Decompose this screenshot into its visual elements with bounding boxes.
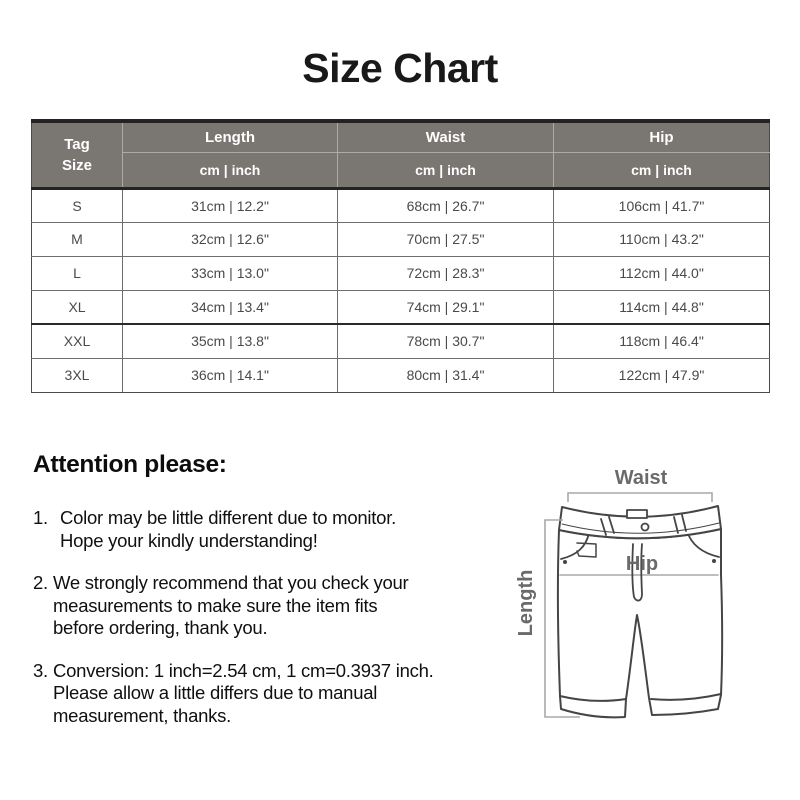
cell-length: 35cm | 13.8" — [123, 324, 338, 358]
note-line: Hope your kindly understanding! — [60, 529, 318, 551]
unit-header-waist: cm | inch — [338, 152, 554, 188]
cell-hip: 114cm | 44.8" — [554, 290, 770, 324]
cell-size: XL — [32, 290, 123, 324]
size-table-header — [32, 121, 770, 188]
cell-waist: 80cm | 31.4" — [338, 358, 554, 392]
attention-section — [33, 451, 503, 747]
note-line: Conversion: 1 inch=2.54 cm, 1 cm=0.3937 inch. — [53, 659, 434, 681]
page-title: Size Chart — [302, 45, 498, 91]
col-header-tag-size — [32, 121, 123, 188]
cell-length: 32cm | 12.6" — [123, 222, 338, 256]
waist-label: Waist — [614, 467, 668, 489]
cell-size: L — [32, 256, 123, 290]
cell-waist: 72cm | 28.3" — [338, 256, 554, 290]
cell-waist: 68cm | 26.7" — [338, 188, 554, 222]
unit-header-length: cm | inch — [123, 152, 338, 188]
table-row-s — [32, 188, 770, 222]
cell-waist: 74cm | 29.1" — [338, 290, 554, 324]
cell-length: 34cm | 13.4" — [123, 290, 338, 324]
note-number: 2. — [33, 572, 48, 593]
col-header-length: Length — [123, 121, 338, 152]
waist-measure-bracket — [568, 493, 712, 502]
size-table — [31, 119, 770, 393]
note-text — [60, 507, 503, 552]
right-rivet — [713, 560, 715, 562]
attention-heading: Attention please: — [33, 451, 227, 478]
cell-length: 33cm | 13.0" — [123, 256, 338, 290]
note-text — [53, 660, 503, 728]
cell-waist: 70cm | 27.5" — [338, 222, 554, 256]
note-line: measurements to make sure the item fits — [53, 594, 378, 616]
cell-size: S — [32, 188, 123, 222]
col-header-waist: Waist — [338, 121, 554, 152]
attention-note-3 — [33, 660, 503, 728]
table-row-m — [32, 222, 770, 256]
size-label: Size — [61, 156, 92, 174]
attention-note-2 — [33, 572, 503, 640]
table-row-l — [32, 256, 770, 290]
left-rivet — [564, 561, 566, 563]
hip-label: Hip — [625, 553, 659, 575]
tag-label: Tag — [64, 135, 90, 153]
unit-header-hip: cm | inch — [554, 152, 770, 188]
col-header-hip: Hip — [554, 121, 770, 152]
header-row-units — [32, 152, 770, 188]
cell-size: XXL — [32, 324, 123, 358]
note-number: 1. — [33, 507, 48, 528]
table-row-xxl — [32, 324, 770, 358]
note-number: 3. — [33, 659, 48, 681]
shorts-drawing — [558, 506, 722, 717]
cell-hip: 112cm | 44.0" — [554, 256, 770, 290]
cell-size: M — [32, 222, 123, 256]
note-line: measurement, thanks. — [53, 704, 232, 726]
cell-length: 36cm | 14.1" — [123, 358, 338, 392]
cell-hip: 122cm | 47.9" — [554, 358, 770, 392]
cell-hip: 110cm | 43.2" — [554, 222, 770, 256]
cell-hip: 106cm | 41.7" — [554, 188, 770, 222]
note-line: before ordering, thank you. — [53, 617, 268, 638]
cell-size: 3XL — [32, 358, 123, 392]
note-line: Color may be little different due to monitor. — [60, 507, 396, 528]
note-line: Please allow a little differs due to manual — [53, 682, 378, 703]
header-row-main — [32, 121, 770, 152]
attention-note-1 — [33, 507, 503, 552]
button — [642, 524, 649, 531]
table-row-3xl — [32, 358, 770, 392]
note-line: We strongly recommend that you check your — [53, 572, 409, 593]
waistband-tab — [627, 510, 647, 518]
length-label: Length — [515, 569, 537, 637]
cell-waist: 78cm | 30.7" — [338, 324, 554, 358]
cell-hip: 118cm | 46.4" — [554, 324, 770, 358]
shorts-measurement-diagram — [488, 443, 798, 773]
cell-length: 31cm | 12.2" — [123, 188, 338, 222]
note-text — [53, 572, 503, 640]
table-row-xl — [32, 290, 770, 324]
